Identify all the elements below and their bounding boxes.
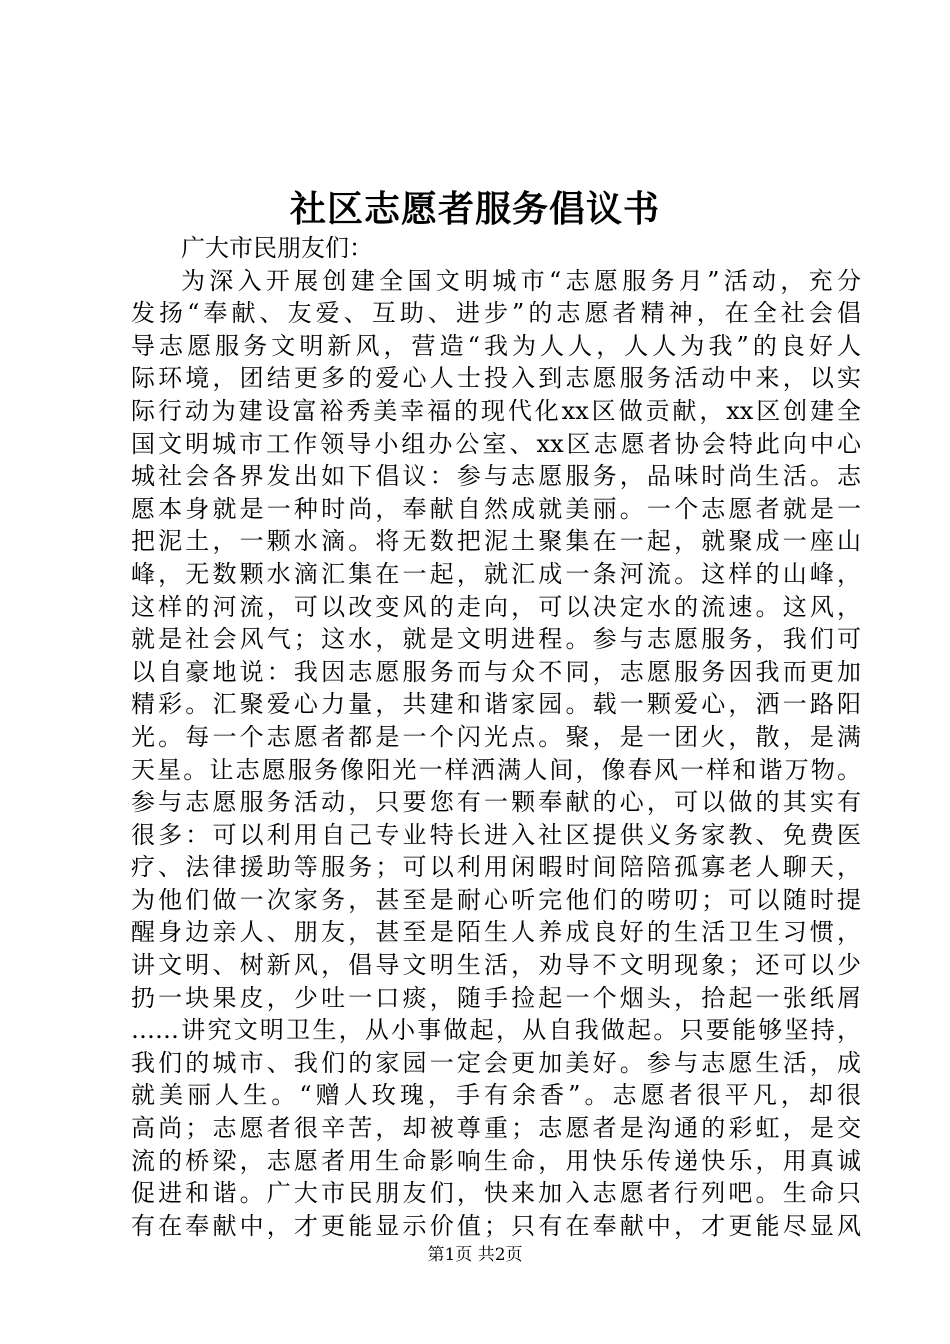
body-line: 愿本身就是一种时尚，奉献自然成就美丽。一个志愿者就是一 xyxy=(131,494,861,523)
document-title: 社区志愿者服务倡议书 xyxy=(289,188,660,230)
body-line: 国文明城市工作领导小组办公室、xx区志愿者协会特此向中心 xyxy=(131,429,861,458)
body-line: 光。每一个志愿者都是一个闪光点。聚，是一团火，散，是满 xyxy=(131,722,861,751)
body-line: 为他们做一次家务，甚至是耐心听完他们的唠叨；可以随时提 xyxy=(131,885,861,914)
page-footer: 第1页 共2页 xyxy=(427,1245,523,1265)
body-line: 为深入开展创建全国文明城市“志愿服务月”活动，充分 xyxy=(181,266,861,295)
body-line: 就美丽人生。“赠人玫瑰，手有余香”。志愿者很平凡，却很 xyxy=(131,1081,861,1110)
body-line: 天星。让志愿服务像阳光一样洒满人间，像春风一样和谐万物。 xyxy=(131,755,861,784)
body-line: ……讲究文明卫生，从小事做起，从自我做起。只要能够坚持， xyxy=(131,1016,861,1045)
body-line: 就是社会风气；这水，就是文明进程。参与志愿服务，我们可 xyxy=(131,625,861,654)
body-line: 疗、法律援助等服务；可以利用闲暇时间陪陪孤寡老人聊天， xyxy=(131,853,861,882)
body-line: 发扬“奉献、友爱、互助、进步”的志愿者精神，在全社会倡 xyxy=(131,299,861,328)
body-line: 这样的河流，可以改变风的走向，可以决定水的流速。这风， xyxy=(131,592,861,621)
body-line: 流的桥梁，志愿者用生命影响生命，用快乐传递快乐，用真诚 xyxy=(131,1146,861,1175)
body-line: 我们的城市、我们的家园一定会更加美好。参与志愿生活，成 xyxy=(131,1048,861,1077)
body-line: 精彩。汇聚爱心力量，共建和谐家园。载一颗爱心，洒一路阳 xyxy=(131,690,861,719)
body-line: 把泥土，一颗水滴。将无数把泥土聚集在一起，就聚成一座山 xyxy=(131,527,861,556)
body-line: 扔一块果皮，少吐一口痰，随手捡起一个烟头，拾起一张纸屑 xyxy=(131,983,861,1012)
body-line: 醒身边亲人、朋友，甚至是陌生人养成良好的生活卫生习惯， xyxy=(131,918,861,947)
body-line: 很多：可以利用自己专业特长进入社区提供义务家教、免费医 xyxy=(131,820,861,849)
body-line: 导志愿服务文明新风，营造“我为人人，人人为我”的良好人 xyxy=(131,331,861,360)
body-line: 际环境，团结更多的爱心人士投入到志愿服务活动中来，以实 xyxy=(131,364,861,393)
body-line: 高尚；志愿者很辛苦，却被尊重；志愿者是沟通的彩虹，是交 xyxy=(131,1114,861,1143)
body-line: 际行动为建设富裕秀美幸福的现代化xx区做贡献，xx区创建全 xyxy=(131,396,861,425)
body-line: 参与志愿服务活动，只要您有一颗奉献的心，可以做的其实有 xyxy=(131,788,861,817)
document-body xyxy=(131,232,861,1242)
body-line: 城社会各界发出如下倡议：参与志愿服务，品味时尚生活。志 xyxy=(131,462,861,491)
salutation-line: 广大市民朋友们： xyxy=(181,234,373,262)
body-line: 有在奉献中，才更能显示价值；只有在奉献中，才更能尽显风 xyxy=(131,1211,861,1240)
body-line: 以自豪地说：我因志愿服务而与众不同，志愿服务因我而更加 xyxy=(131,657,861,686)
body-line: 促进和谐。广大市民朋友们，快来加入志愿者行列吧。生命只 xyxy=(131,1179,861,1208)
body-line: 峰，无数颗水滴汇集在一起，就汇成一条河流。这样的山峰， xyxy=(131,559,861,588)
body-line: 讲文明、树新风，倡导文明生活，劝导不文明现象；还可以少 xyxy=(131,951,861,980)
